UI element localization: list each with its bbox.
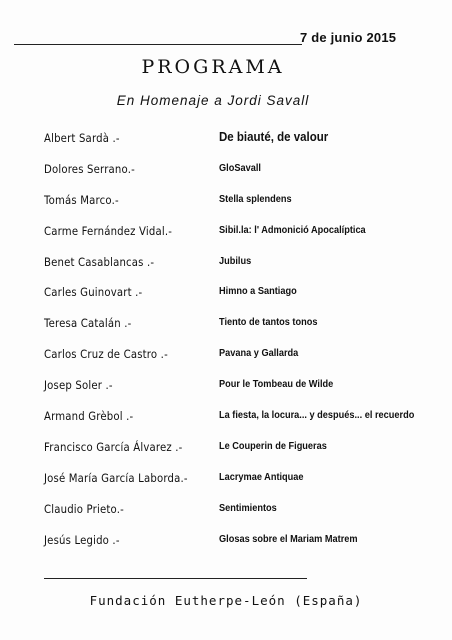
work-title: Le Couperin de Figueras: [219, 440, 327, 452]
work-title: Stella splendens: [219, 193, 292, 205]
program-item: [44, 409, 444, 440]
program-item: [44, 502, 444, 533]
program-item: [44, 440, 444, 471]
composer-name: Albert Sardà .-: [44, 131, 120, 145]
work-title: Sibil.la: l' Admonició Apocalíptica: [219, 224, 366, 236]
program-item: [44, 193, 444, 224]
composer-name: Carles Guinovart .-: [44, 285, 143, 300]
composer-name: Carlos Cruz de Castro .-: [44, 347, 168, 362]
program-list: [44, 131, 444, 563]
work-title: Sentimientos: [219, 502, 277, 514]
page-title: PROGRAMA: [141, 56, 285, 78]
composer-name: Carme Fernández Vidal.-: [44, 223, 173, 238]
composer-name: Jesús Legido .-: [44, 532, 120, 547]
composer-name: Benet Casablancas .-: [44, 254, 155, 269]
event-date: 7 de junio 2015: [300, 30, 397, 45]
program-item: [44, 162, 444, 193]
work-title: Pour le Tombeau de Wilde: [219, 379, 334, 391]
composer-name: Claudio Prieto.-: [44, 501, 124, 516]
composer-name: Tomás Marco.-: [44, 192, 119, 207]
program-item: [44, 347, 444, 378]
work-title: GloSavall: [219, 162, 261, 174]
composer-name: Francisco García Álvarez .-: [44, 439, 183, 454]
program-item: [44, 285, 444, 316]
program-item: [44, 471, 444, 502]
program-item: [44, 533, 444, 564]
program-item: [44, 378, 444, 409]
composer-name: Teresa Catalán .-: [44, 316, 132, 331]
composer-name: Dolores Serrano.-: [44, 161, 135, 176]
program-item: [44, 224, 444, 255]
work-title: Lacrymae Antiquae: [219, 471, 304, 483]
work-title: De biauté, de valour: [219, 130, 329, 144]
composer-name: Josep Soler .-: [44, 378, 113, 393]
work-title: Glosas sobre el Mariam Matrem: [219, 533, 358, 545]
program-item: [44, 131, 444, 162]
composer-name: Armand Grèbol .-: [44, 409, 134, 424]
work-title: Himno a Santiago: [219, 286, 297, 298]
program-item: [44, 316, 444, 347]
page-subtitle: En Homenaje a Jordi Savall: [116, 93, 310, 108]
work-title: Jubilus: [219, 255, 252, 267]
top-divider: [14, 44, 302, 45]
work-title: Pavana y Gallarda: [219, 348, 299, 360]
composer-name: José María García Laborda.-: [44, 470, 188, 485]
work-title: La fiesta, la locura... y después... el recuerdo: [219, 410, 415, 422]
work-title: Tiento de tantos tonos: [219, 317, 318, 329]
bottom-divider: [44, 578, 307, 579]
program-item: [44, 255, 444, 286]
organization-footer: Fundación Eutherpe-León (España): [89, 593, 363, 608]
